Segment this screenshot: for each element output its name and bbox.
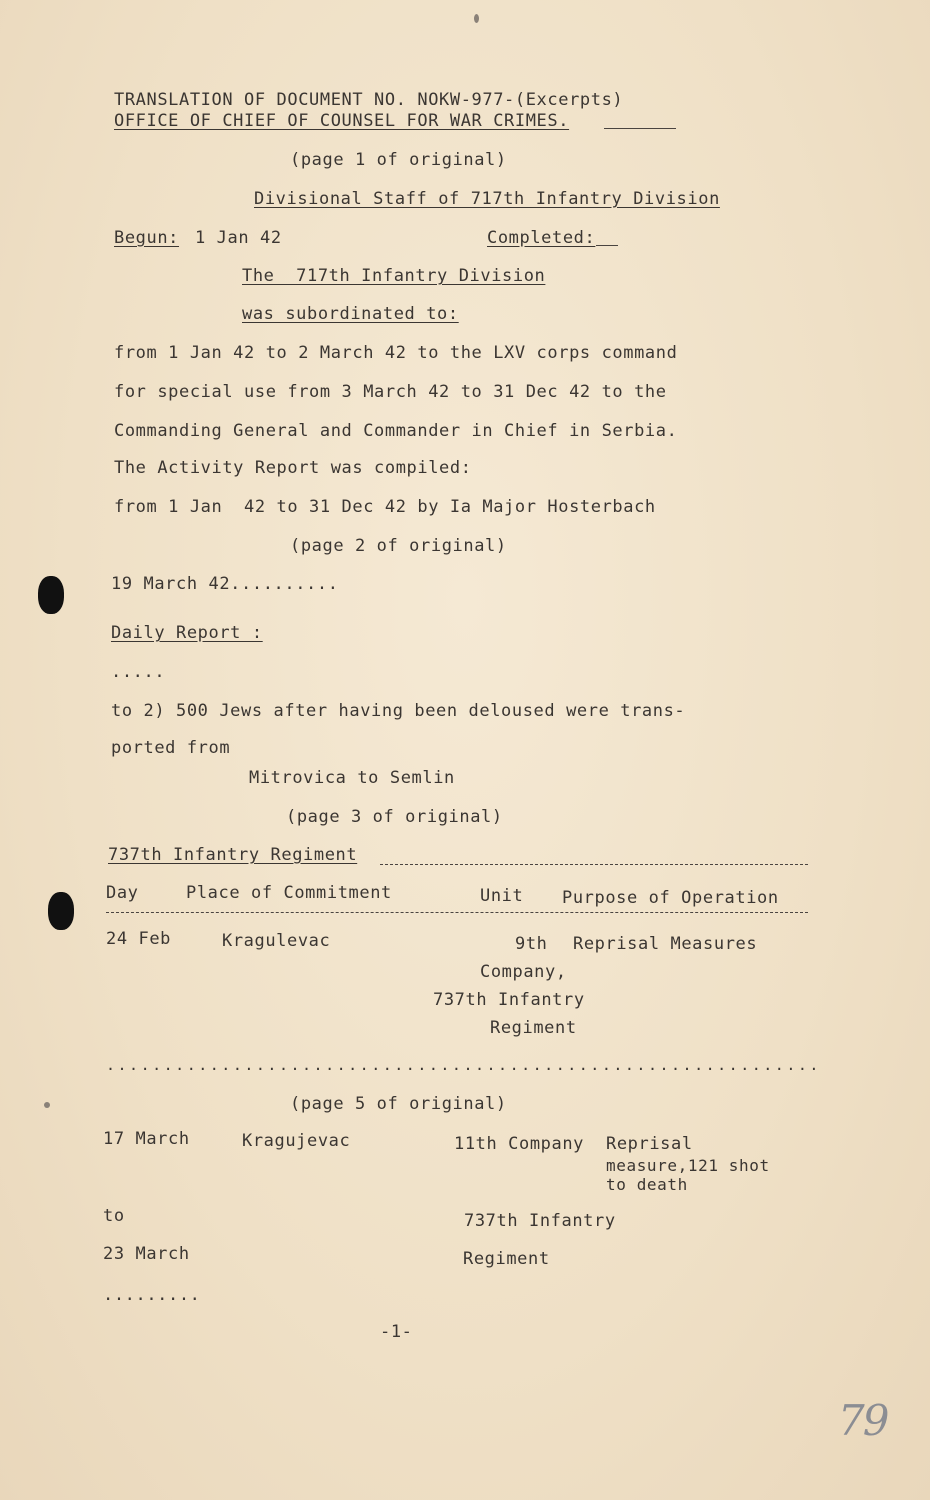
row2-unit-line-2: 737th Infantry (464, 1211, 616, 1231)
jews-line-1: to 2) 500 Jews after having been deloused were trans- (111, 701, 686, 721)
row1-day: 24 Feb (106, 929, 172, 949)
body-line-4: The Activity Report was compiled: (114, 458, 472, 478)
row2-unit-line-1: 11th Company (454, 1134, 585, 1154)
top-ink-mark (474, 14, 479, 23)
begun-value: 1 Jan 42 (195, 228, 282, 248)
row2-day-line-2: to (103, 1206, 125, 1226)
begun-label: Begun: (114, 228, 180, 248)
division-title: The 717th Infantry Division (242, 266, 546, 286)
header-office-line: OFFICE OF CHIEF OF COUNSEL FOR WAR CRIMES. (114, 111, 570, 131)
header-place: Place of Commitment (186, 883, 392, 903)
header-translation-line: TRANSLATION OF DOCUMENT NO. NOKW-977-(Excerpts) (114, 90, 624, 110)
dotted-separator: .............................................................. (106, 1056, 821, 1074)
page-5-marker: (page 5 of original) (290, 1094, 507, 1114)
row2-purpose-line-3: to death (606, 1175, 688, 1194)
header-day: Day (106, 883, 139, 903)
jews-line-3: Mitrovica to Semlin (249, 768, 455, 788)
jews-line-2: ported from (111, 738, 231, 758)
page-1-marker: (page 1 of original) (290, 150, 507, 170)
daily-report-label: Daily Report : (111, 623, 263, 643)
row2-purpose-line-1: Reprisal (606, 1134, 693, 1154)
page-3-marker: (page 3 of original) (286, 807, 503, 827)
row2-day-line-1: 17 March (103, 1129, 190, 1149)
body-line-5: from 1 Jan 42 to 31 Dec 42 by Ia Major Hosterbach (114, 497, 656, 517)
row1-unit-line-4: Regiment (490, 1018, 577, 1038)
completed-blank-line (596, 245, 618, 246)
row2-unit-line-3: Regiment (463, 1249, 550, 1269)
body-line-1: from 1 Jan 42 to 2 March 42 to the LXV corps command (114, 343, 678, 363)
ellipsis-short: ..... (111, 662, 166, 682)
row1-place: Kragulevac (222, 931, 331, 951)
body-line-3: Commanding General and Commander in Chief in Serbia. (114, 421, 678, 441)
header-unit: Unit (480, 886, 524, 906)
page-number: -1- (380, 1322, 413, 1342)
row2-day-line-3: 23 March (103, 1244, 190, 1264)
subordinated-label: was subordinated to: (242, 304, 459, 324)
regiment-title-rule (380, 864, 808, 865)
header-underline-tail (604, 128, 676, 129)
staff-title: Divisional Staff of 717th Infantry Division (254, 189, 720, 209)
row1-unit-line-3: 737th Infantry (433, 990, 585, 1010)
punch-hole-top (38, 576, 64, 614)
ellipsis-end: ......... (103, 1285, 201, 1305)
row1-unit-line-2: Company, (480, 962, 567, 982)
row2-purpose-line-2: measure,121 shot (606, 1156, 770, 1175)
margin-dot (44, 1102, 50, 1108)
body-line-2: for special use from 3 March 42 to 31 Dec 42 to the (114, 382, 667, 402)
date-line: 19 March 42.......... (111, 574, 339, 594)
completed-label: Completed: (487, 228, 596, 248)
row2-place: Kragujevac (242, 1131, 351, 1151)
header-purpose: Purpose of Operation (562, 888, 779, 908)
regiment-title: 737th Infantry Regiment (108, 845, 358, 865)
page-2-marker: (page 2 of original) (290, 536, 507, 556)
table-header-rule (106, 912, 808, 913)
punch-hole-bottom (48, 892, 74, 930)
row1-purpose: Reprisal Measures (573, 934, 758, 954)
pencil-page-number: 79 (838, 1396, 888, 1445)
row1-unit-line-1: 9th (515, 934, 548, 954)
